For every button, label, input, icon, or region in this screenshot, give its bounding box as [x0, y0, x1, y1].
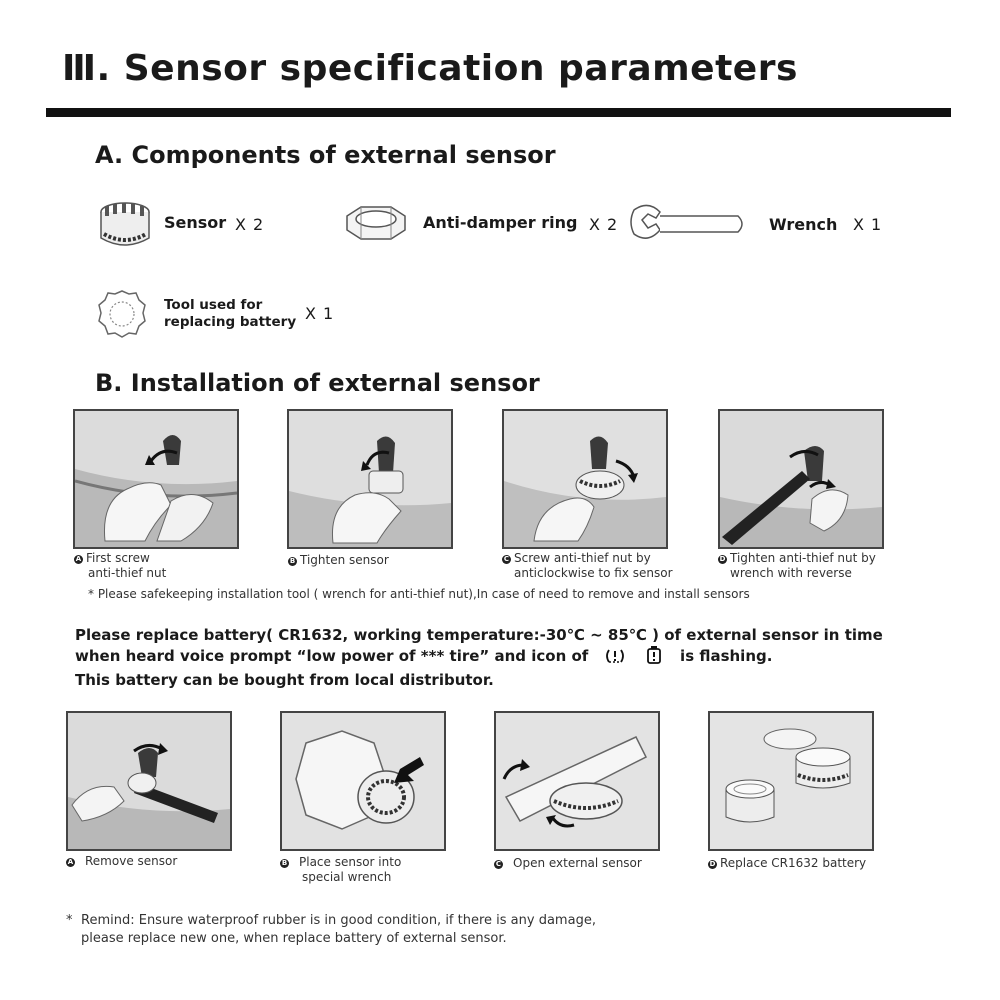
battery-warning-icon: [647, 646, 661, 670]
replace-photo-a: [66, 711, 232, 851]
nut-icon: [343, 204, 409, 246]
remind-note: Remind: Ensure waterproof rubber is in good condition, if there is any damage, please replace new one, when replace battery of external sensor.: [81, 913, 596, 946]
battery-instructions: Please replace battery( CR1632, working temperature:-30℃ ~ 85℃ ) of external sensor in time when heard voice prompt “low power of *** tire” and icon of is flashing. This battery can be bought from local distributor.: [75, 626, 883, 689]
replace-caption-d: D Replace CR1632 battery: [709, 856, 867, 870]
replace-caption-b: B Place sensor into special wrench: [281, 855, 402, 884]
section-b-title: B. Installation of external sensor: [95, 369, 540, 397]
install-caption-d: D Tighten anti-thief nut by wrench with reverse: [719, 551, 876, 580]
battery-tool-label: Tool used for replacing battery: [164, 297, 297, 330]
install-photo-a: [73, 409, 239, 549]
replace-photo-c: [494, 711, 660, 851]
battery-tool-qty: X 1: [305, 304, 335, 323]
step-badge: D: [709, 860, 716, 868]
step-badge: C: [503, 555, 510, 563]
step-badge: A: [75, 555, 82, 563]
step-badge: C: [495, 860, 502, 868]
anti-damper-label: Anti-damper ring: [423, 213, 578, 232]
sensor-qty: X 2: [235, 215, 265, 234]
step-badge: B: [289, 557, 296, 565]
remind-star: *: [66, 913, 73, 928]
sensor-icon: [96, 198, 154, 258]
sensor-label: Sensor: [164, 213, 227, 232]
title-divider: [46, 108, 951, 117]
replace-caption-a: A Remove sensor: [67, 854, 178, 868]
install-caption-c: C Screw anti-thief nut by anticlockwise to fix sensor: [503, 551, 673, 580]
replace-photo-b: [280, 711, 446, 851]
install-note: * Please safekeeping installation tool ( wrench for anti-thief nut),In case of need to remove and install sensors: [88, 587, 750, 601]
step-badge: B: [281, 859, 288, 867]
anti-damper-qty: X 2: [589, 215, 619, 234]
replace-caption-c: C Open external sensor: [495, 856, 642, 870]
wrench-qty: X 1: [853, 215, 883, 234]
install-photo-d: [718, 409, 884, 549]
wrench-icon: [630, 202, 748, 250]
battery-tool-icon: [96, 288, 148, 344]
page-title: Ⅲ. Sensor specification parameters: [62, 48, 798, 89]
replace-photo-d: [708, 711, 874, 851]
install-caption-b: B Tighten sensor: [289, 553, 389, 567]
section-a-title: A. Components of external sensor: [95, 141, 556, 169]
step-badge: D: [719, 555, 726, 563]
step-badge: A: [67, 858, 74, 866]
install-photo-b: [287, 409, 453, 549]
tire-pressure-warning-icon: [604, 648, 626, 670]
install-photo-c: [502, 409, 668, 549]
install-caption-a: A First screw anti-thief nut: [75, 551, 167, 580]
wrench-label: Wrench: [769, 215, 838, 234]
